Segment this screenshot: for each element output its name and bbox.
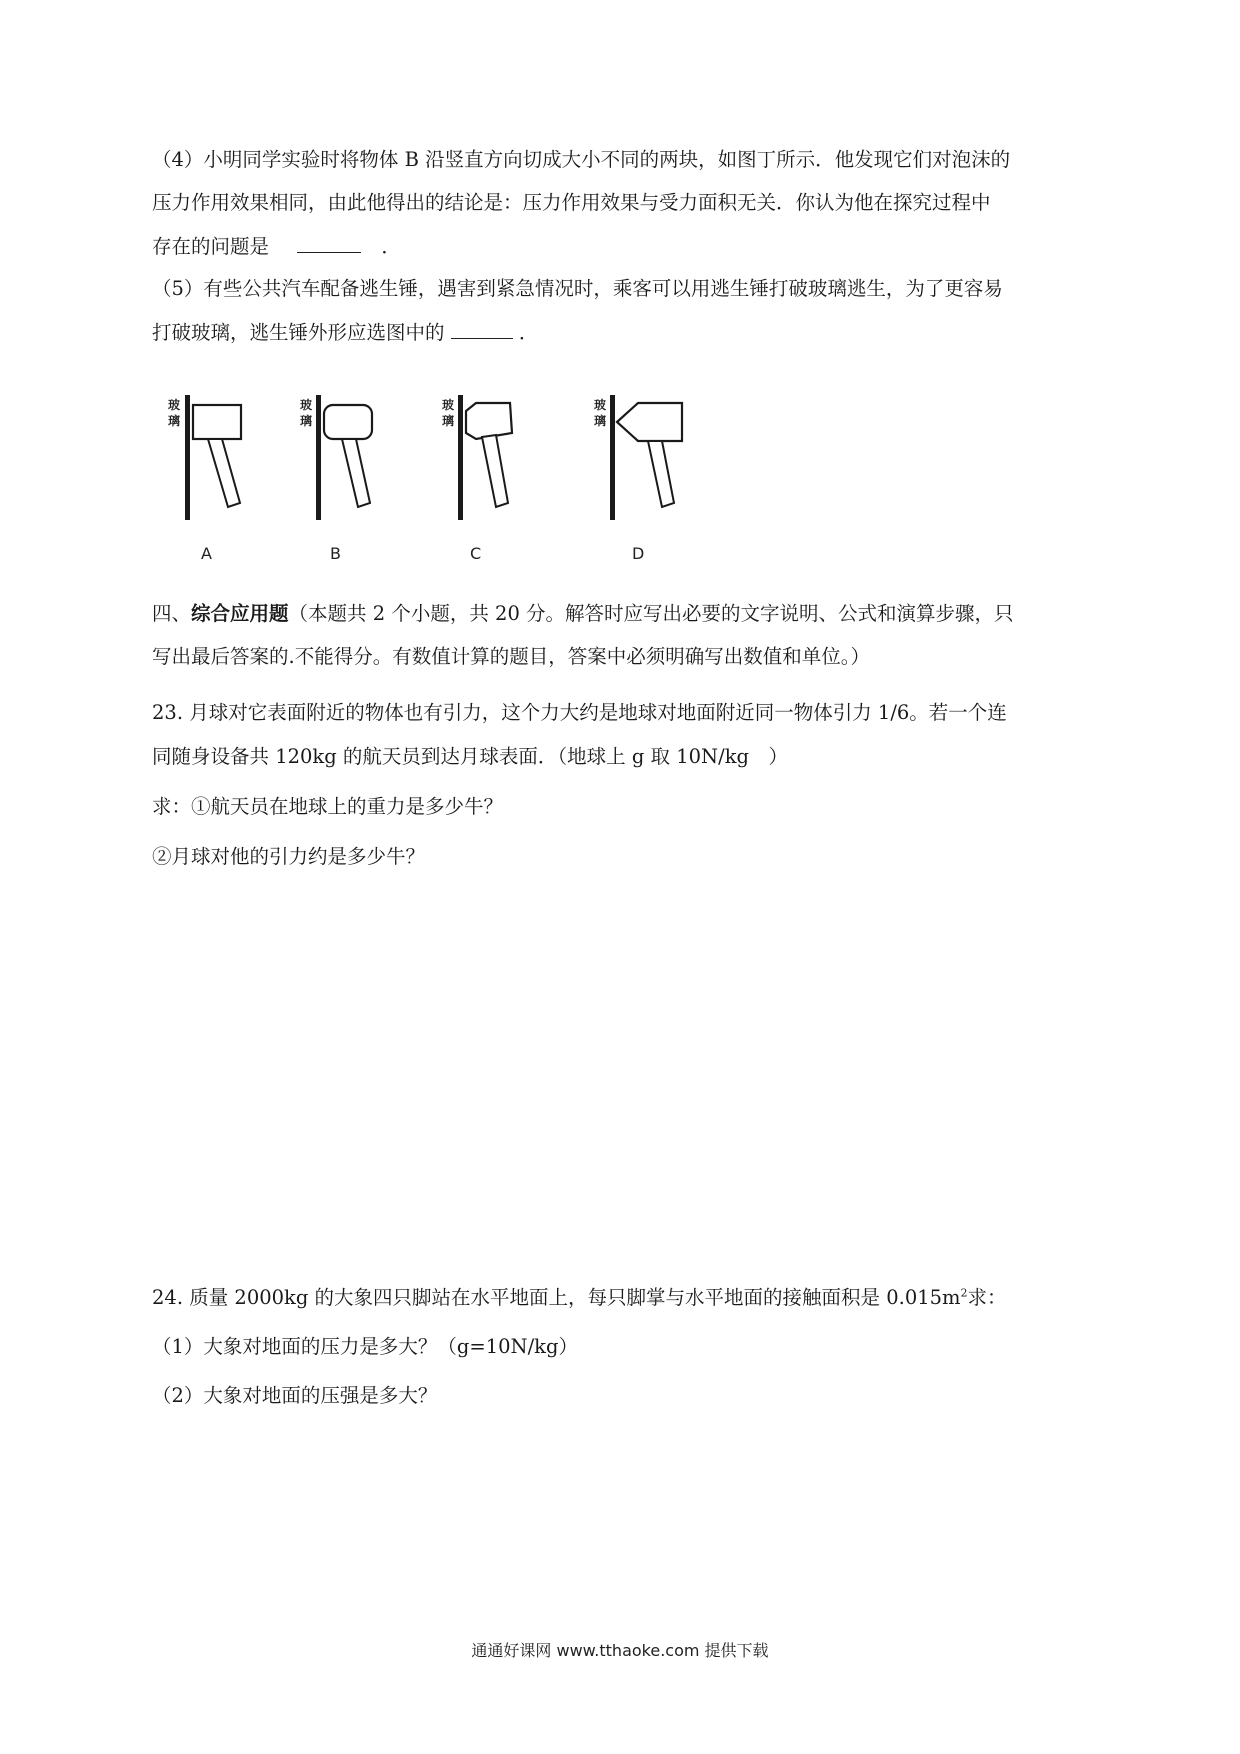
hammer-option-d: [590, 395, 700, 565]
section-4-desc-1: （本题共 2 个小题，共 20 分。解答时应写出必要的文字说明、公式和演算步骤，只: [288, 602, 1014, 625]
hammer-head-a: [193, 405, 241, 439]
option-label-c: C: [470, 544, 482, 563]
section-4-line-1: [152, 602, 1014, 626]
q4-line-3: [152, 234, 401, 259]
glass-label-a-bottom: 璃: [168, 414, 181, 428]
glass-pane-b: [316, 395, 321, 520]
q23-ask-1: 求：①航天员在地球上的重力是多少牛？: [152, 795, 504, 818]
hammer-option-b: [300, 395, 372, 563]
section-4-title: 综合应用题: [191, 602, 289, 625]
q24-line-1-end: 求：: [967, 1286, 1007, 1309]
option-label-d: D: [632, 544, 645, 563]
hammer-head-c: [466, 403, 512, 439]
glass-label-b-bottom: 璃: [300, 414, 313, 428]
q24-line-1-text: 24. 质量 2000kg 的大象四只脚站在水平地面上，每只脚掌与水平地面的接触面积是 0.015m: [152, 1286, 961, 1309]
section-4-number: 四、: [152, 602, 192, 625]
q24-ask-1: （1）大象对地面的压力是多大？（g=10N/kg）: [152, 1335, 578, 1358]
q4-line-2: 压力作用效果相同，由此他得出的结论是：压力作用效果与受力面积无关．你认为他在探究过程中: [152, 191, 991, 214]
q24-ask-2: （2）大象对地面的压强是多大？: [152, 1384, 438, 1407]
q4-answer-blank[interactable]: [297, 234, 361, 253]
q24-unit-exponent: 2: [960, 1286, 968, 1300]
page-footer: 通通好课网 www.tthaoke.com 提供下载: [471, 1641, 769, 1660]
hammer-head-d: [617, 403, 682, 441]
hammer-head-b: [324, 405, 372, 439]
glass-label-c-top: 玻: [442, 398, 455, 412]
hammer-handle-a: [208, 439, 240, 507]
q4-line-1: （4）小明同学实验时将物体 B 沿竖直方向切成大小不同的两块，如图丁所示．他发现它们对泡沫的: [152, 148, 1011, 171]
q5-line-2-text: 打破玻璃，逃生锤外形应选图中的: [152, 321, 445, 344]
hammer-handle-d: [648, 441, 674, 507]
hammer-handle-b: [342, 439, 370, 507]
glass-label-c-bottom: 璃: [442, 414, 455, 428]
q5-line-1: （5）有些公共汽车配备逃生锤，遇害到紧急情况时，乘客可以用逃生锤打破玻璃逃生，为了更容易: [152, 277, 1003, 300]
option-label-b: B: [330, 544, 341, 563]
q24-line-1: [152, 1286, 1007, 1310]
glass-label-b-top: 玻: [300, 398, 313, 412]
section-4-desc-2: 写出最后答案的.不能得分。有数值计算的题目，答案中必须明确写出数值和单位。）: [152, 645, 870, 668]
q4-line-3-text: 存在的问题是: [152, 235, 270, 258]
glass-pane-c: [458, 395, 463, 520]
hammer-option-a: [168, 395, 241, 563]
q5-line-2-end: ．: [518, 321, 539, 344]
hammer-handle-c: [482, 435, 508, 507]
q5-answer-blank[interactable]: [451, 320, 513, 339]
glass-label-d-bottom: 璃: [594, 414, 607, 428]
escape-hammer-figure: [160, 395, 580, 565]
hammer-option-c: [442, 395, 512, 563]
q23-line-2: 同随身设备共 120kg 的航天员到达月球表面．（地球上 g 取 10N/kg ）: [152, 745, 788, 768]
q4-line-3-end: ．: [381, 235, 401, 258]
q23-ask-2: ②月球对他的引力约是多少牛？: [152, 845, 426, 868]
q5-line-2: [152, 320, 538, 345]
glass-label-d-top: 玻: [594, 398, 607, 412]
glass-pane-d: [610, 395, 615, 520]
glass-pane-a: [185, 395, 190, 520]
option-label-a: A: [201, 544, 212, 563]
q23-line-1: 23. 月球对它表面附近的物体也有引力，这个力大约是地球对地面附近同一物体引力 1/6。若一个连: [152, 701, 1007, 724]
glass-label-a-top: 玻: [168, 398, 181, 412]
